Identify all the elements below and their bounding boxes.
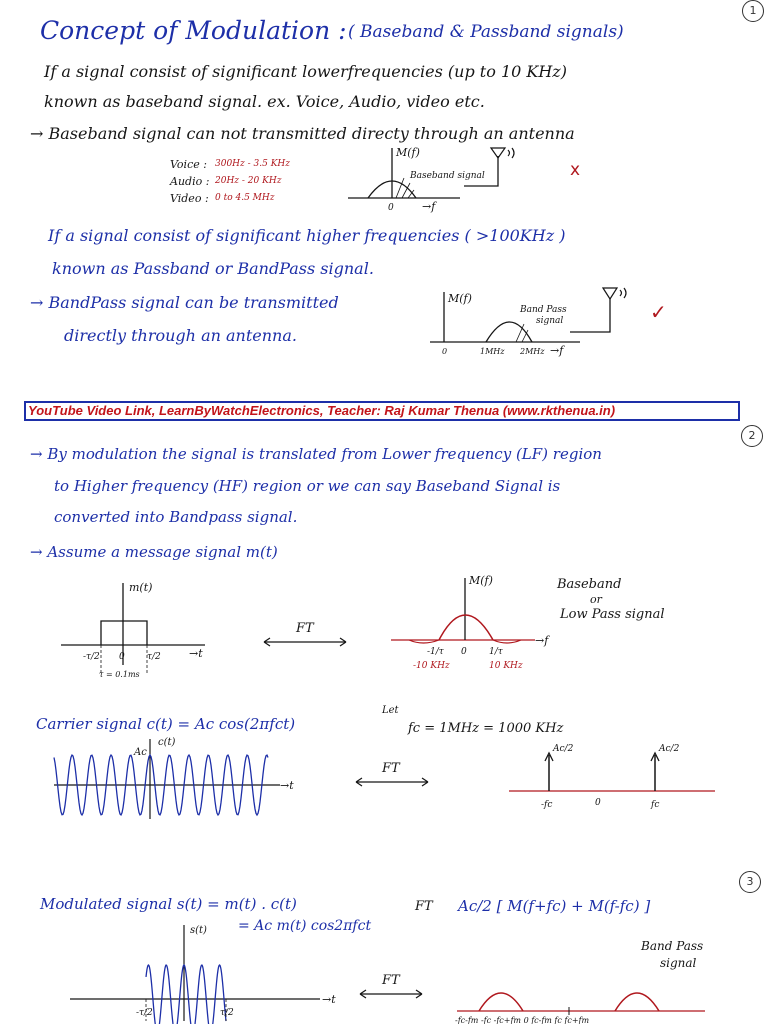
modulated-waveform bbox=[146, 965, 226, 1024]
imp-arrowheads bbox=[545, 753, 659, 761]
ft-label-2: FT bbox=[382, 761, 400, 776]
mod-xlabel: →t bbox=[322, 993, 336, 1006]
rect-tau: τ = 0.1ms bbox=[99, 670, 140, 679]
page-number-3: 3 bbox=[739, 871, 761, 893]
ft-label-4: FT bbox=[382, 973, 400, 988]
let-label: Let bbox=[382, 705, 399, 716]
lowpass-label1: Baseband bbox=[557, 577, 622, 592]
carrier-xlabel: →t bbox=[280, 779, 294, 792]
rect-ylabel: m(t) bbox=[129, 581, 153, 594]
section-modulated-signal bbox=[0, 871, 768, 1024]
baseband-bullet: → Baseband signal can not transmitted directy through an antenna bbox=[30, 124, 575, 143]
spec-main-lobe bbox=[439, 615, 493, 640]
baseband-def-line2: known as baseband signal. ex. Voice, Audio, video etc. bbox=[44, 92, 485, 111]
passband-def-line2: known as Passband or BandPass signal. bbox=[52, 259, 374, 278]
example-audio-name: Audio : bbox=[170, 175, 210, 188]
rect-xlabel: →t bbox=[189, 647, 203, 660]
page-title-paren: ( Baseband & Passband signals) bbox=[348, 22, 624, 42]
carrier-ylabel: c(t) bbox=[158, 737, 176, 748]
modulation-line1: → By modulation the signal is translated from Lower frequency (LF) region bbox=[30, 445, 602, 463]
bb-antenna-icon bbox=[491, 148, 514, 158]
bp-antenna-icon bbox=[603, 288, 626, 299]
modulation-line3: converted into Bandpass signal. bbox=[54, 508, 298, 526]
imp-right-label: Ac/2 bbox=[659, 744, 680, 754]
passband-bullet-line1: → BandPass signal can be transmitted bbox=[30, 293, 339, 312]
ft-arrow-3 bbox=[356, 987, 426, 1001]
cross-mark: x bbox=[570, 160, 581, 180]
carrier-equation: Carrier signal c(t) = Ac cos(2πfct) bbox=[36, 715, 296, 733]
carrier-wave-sketch bbox=[40, 735, 310, 825]
mod-left: -τ/2 bbox=[136, 1008, 153, 1018]
section-baseband-passband bbox=[0, 0, 768, 395]
example-video-name: Video : bbox=[170, 192, 209, 205]
rect-left: -τ/2 bbox=[83, 652, 100, 662]
mod-right: τ/2 bbox=[220, 1008, 234, 1018]
passband-def-line1: If a signal consist of significant higher frequencies ( >100KHz ) bbox=[48, 226, 566, 245]
example-voice-name: Voice : bbox=[170, 158, 207, 171]
dbl-ticks: -fc-fm -fc -fc+fm 0 fc-fm fc fc+fm bbox=[455, 1016, 590, 1024]
imp-right-x: fc bbox=[651, 800, 660, 810]
check-mark: ✓ bbox=[650, 300, 667, 324]
spectrum-equation: Ac/2 [ M(f+fc) + M(f-fc) ] bbox=[458, 897, 651, 915]
bb-ylabel: M(f) bbox=[396, 146, 420, 159]
imp-left-label: Ac/2 bbox=[553, 744, 574, 754]
rect-right: τ/2 bbox=[147, 652, 161, 662]
ft-label-1: FT bbox=[296, 621, 314, 636]
bandpass-label2: signal bbox=[660, 956, 697, 970]
modulated-equation-2: = Ac m(t) cos2πfct bbox=[238, 918, 372, 934]
youtube-link-banner[interactable]: YouTube Video Link, LearnByWatchElectronics, Teacher: Raj Kumar Thenua (www.rkthenua.in) bbox=[24, 401, 740, 421]
bp-tick-2mhz: 2MHz bbox=[520, 347, 545, 356]
bb-xlabel: →f bbox=[422, 200, 436, 213]
example-voice-range: 300Hz - 3.5 KHz bbox=[215, 159, 291, 169]
baseband-spectrum-sketch bbox=[340, 140, 540, 215]
carrier-peak: Ac bbox=[134, 747, 147, 758]
bandpass-label1: Band Pass bbox=[641, 939, 704, 953]
imp-zero: 0 bbox=[595, 798, 601, 808]
spec-xlabel: →f bbox=[535, 634, 549, 647]
carrier-spectrum-sketch bbox=[505, 735, 725, 830]
bb-origin: 0 bbox=[388, 203, 394, 213]
spec-right: 1/τ bbox=[489, 647, 503, 657]
assume-message-line: → Assume a message signal m(t) bbox=[30, 543, 278, 561]
bp-tick-0: 0 bbox=[442, 347, 448, 356]
ft-arrow-2 bbox=[352, 775, 432, 789]
ft-label-3: FT bbox=[415, 899, 433, 914]
bandpass-double-spectrum bbox=[455, 979, 715, 1024]
lowpass-label2: or bbox=[590, 593, 602, 606]
bp-signal-label2: signal bbox=[536, 316, 564, 326]
rect-pulse bbox=[101, 621, 147, 645]
modulated-equation: Modulated signal s(t) = m(t) . c(t) bbox=[40, 895, 297, 913]
bp-xlabel: →f bbox=[550, 344, 564, 357]
lowpass-label3: Low Pass signal bbox=[560, 607, 665, 622]
rect-pulse-sketch bbox=[55, 575, 225, 690]
baseband-def-line1: If a signal consist of significant lowerfrequencies (up to 10 KHz) bbox=[44, 62, 567, 81]
message-spectrum-sketch bbox=[385, 570, 575, 680]
bp-signal-label1: Band Pass bbox=[520, 305, 567, 315]
bp-spectrum-curve bbox=[486, 322, 532, 342]
spec-zero: 0 bbox=[461, 647, 467, 657]
page-number-2: 2 bbox=[741, 425, 763, 447]
dbl-right-lobe bbox=[615, 993, 659, 1011]
bp-antenna-wire bbox=[570, 298, 610, 332]
spec-left-val: -10 KHz bbox=[413, 661, 450, 671]
example-video-range: 0 to 4.5 MHz bbox=[215, 193, 275, 203]
example-audio-range: 20Hz - 20 KHz bbox=[215, 176, 282, 186]
bandpass-spectrum-sketch bbox=[420, 280, 680, 360]
modulation-line2: to Higher frequency (HF) region or we can say Baseband Signal is bbox=[54, 477, 561, 495]
page-title: Concept of Modulation : bbox=[40, 16, 347, 45]
bp-ylabel: M(f) bbox=[448, 292, 472, 305]
spec-left: -1/τ bbox=[427, 647, 444, 657]
bp-tick-1mhz: 1MHz bbox=[480, 347, 505, 356]
bb-signal-label: Baseband signal bbox=[410, 171, 485, 181]
section-modulation-translation bbox=[0, 425, 768, 870]
bp-spectrum-hatch bbox=[516, 324, 528, 342]
page-number-1: 1 bbox=[742, 0, 764, 22]
ft-arrow-1 bbox=[260, 635, 350, 649]
modulated-signal-sketch bbox=[60, 921, 350, 1024]
bb-spectrum-hatch bbox=[396, 178, 414, 198]
dbl-left-lobe bbox=[479, 993, 523, 1011]
imp-left-x: -fc bbox=[541, 800, 553, 810]
fc-equation: fc = 1MHz = 1000 KHz bbox=[408, 721, 564, 736]
spec-ylabel: M(f) bbox=[469, 574, 493, 587]
passband-bullet-line2: directly through an antenna. bbox=[64, 326, 297, 345]
rect-zero: 0 bbox=[119, 652, 125, 662]
spec-right-val: 10 KHz bbox=[489, 661, 523, 671]
mod-ylabel: s(t) bbox=[190, 925, 207, 936]
